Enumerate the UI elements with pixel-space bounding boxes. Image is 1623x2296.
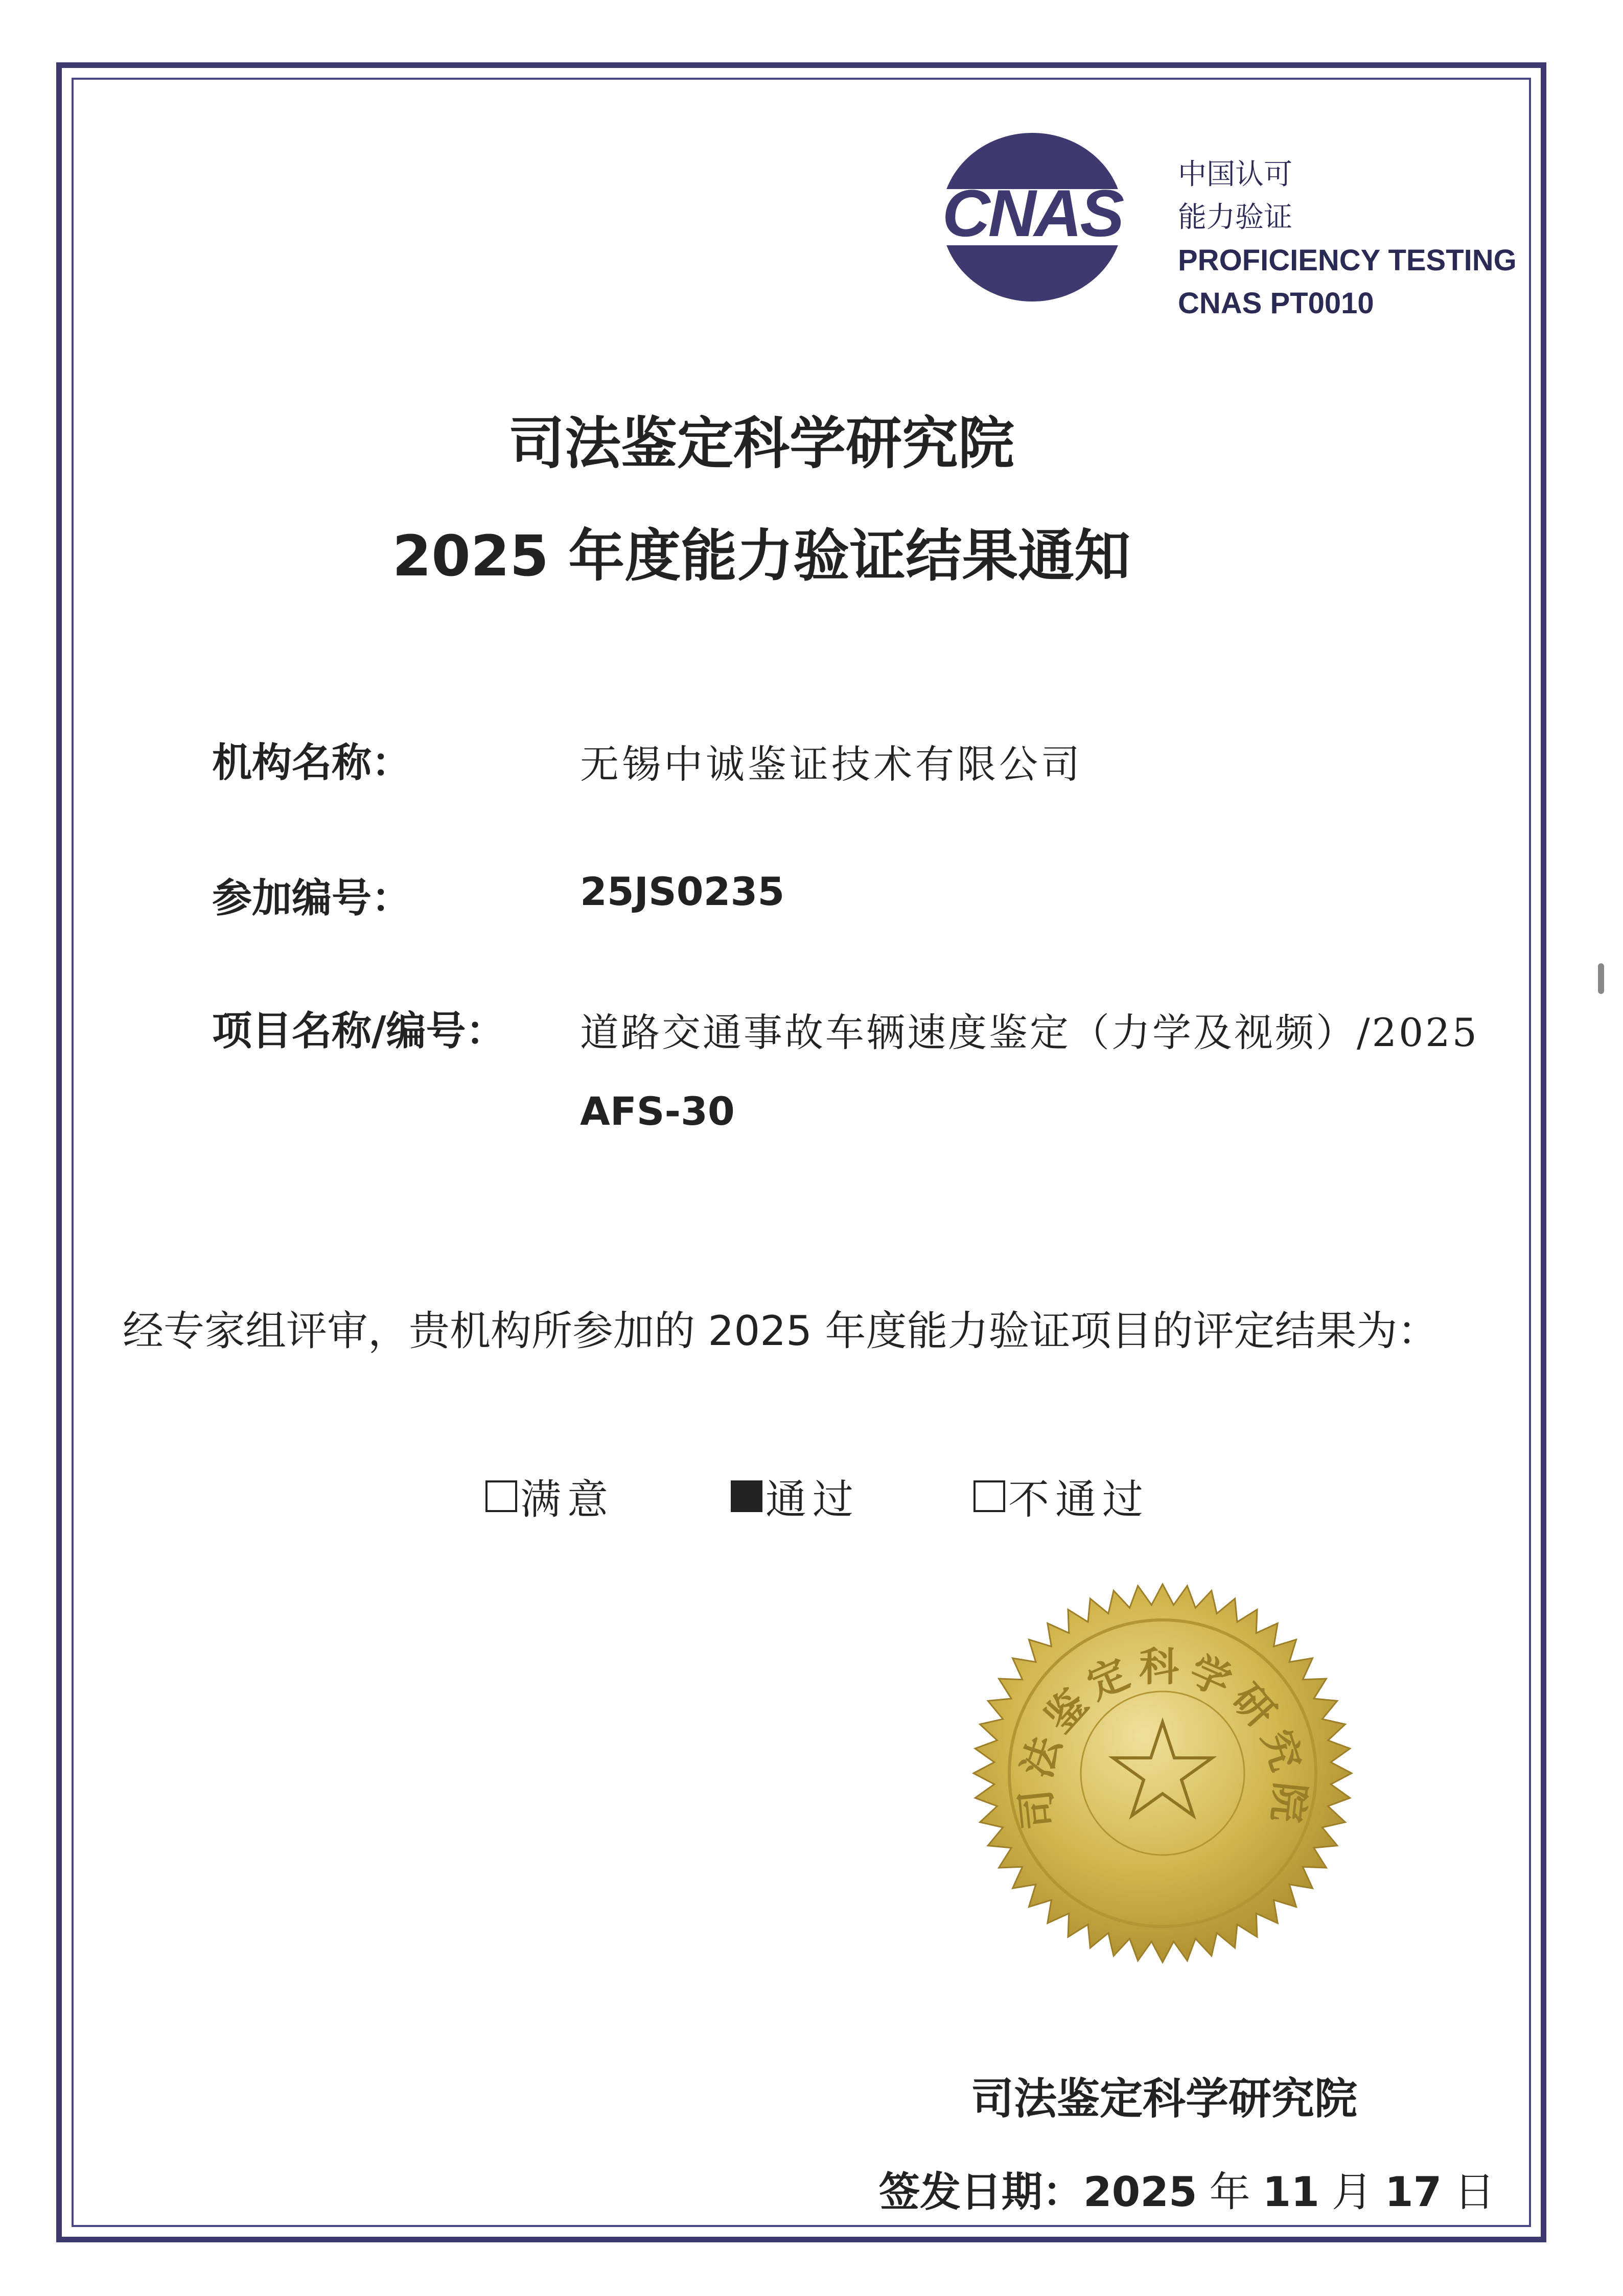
gold-seal	[966, 1576, 1359, 1970]
day-unit: 日	[1454, 2168, 1495, 2216]
project-value-line-2: AFS-30	[580, 1088, 735, 1134]
logo-line-4: CNAS PT0010	[1178, 287, 1374, 320]
cnas-logo-mark: CNAS	[942, 176, 1123, 250]
issue-date	[879, 2159, 1507, 2218]
scan-speck	[1598, 963, 1604, 994]
title-notice: 2025 年度能力验证结果通知	[392, 523, 1131, 589]
checkbox-satisfactory	[485, 1480, 517, 1512]
checkbox-pass	[731, 1480, 762, 1512]
logo-line-2: 能力验证	[1178, 201, 1292, 234]
logo-line-1: 中国认可	[1178, 158, 1292, 191]
cnas-logo-caption	[1178, 153, 1517, 325]
seal-text: 司法鉴定科学研究院	[1011, 1643, 1314, 1832]
issue-month: 11	[1262, 2168, 1319, 2216]
cnas-logo	[915, 123, 1150, 312]
evaluation-statement: 经专家组评审，贵机构所参加的 2025 年度能力验证项目的评定结果为：	[123, 1307, 1439, 1355]
option-fail-label: 不通过	[1008, 1476, 1149, 1523]
participant-id-value: 25JS0235	[580, 869, 785, 914]
option-satisfactory	[485, 1467, 614, 1525]
issue-day: 17	[1384, 2168, 1442, 2216]
issue-date-label: 签发日期：	[879, 2168, 1083, 2216]
checkbox-fail	[973, 1480, 1005, 1512]
option-pass-label: 通过	[766, 1476, 860, 1523]
logo-line-3: PROFICIENCY TESTING	[1178, 244, 1517, 277]
project-value-line-1: 道路交通事故车辆速度鉴定（力学及视频）/2025	[580, 1010, 1479, 1055]
year-unit: 年	[1209, 2168, 1250, 2216]
project-label: 项目名称/编号：	[212, 1008, 506, 1054]
issue-year: 2025	[1083, 2168, 1197, 2216]
org-label: 机构名称：	[212, 740, 412, 786]
issuer-name: 司法鉴定科学研究院	[971, 2074, 1358, 2124]
org-value: 无锡中诚鉴证技术有限公司	[580, 741, 1083, 787]
participant-id-label: 参加编号：	[212, 875, 412, 921]
month-unit: 月	[1331, 2168, 1373, 2216]
option-fail	[973, 1467, 1149, 1525]
option-satisfactory-label: 满意	[520, 1476, 614, 1523]
option-pass	[731, 1467, 860, 1525]
title-institute: 司法鉴定科学研究院	[508, 411, 1014, 476]
